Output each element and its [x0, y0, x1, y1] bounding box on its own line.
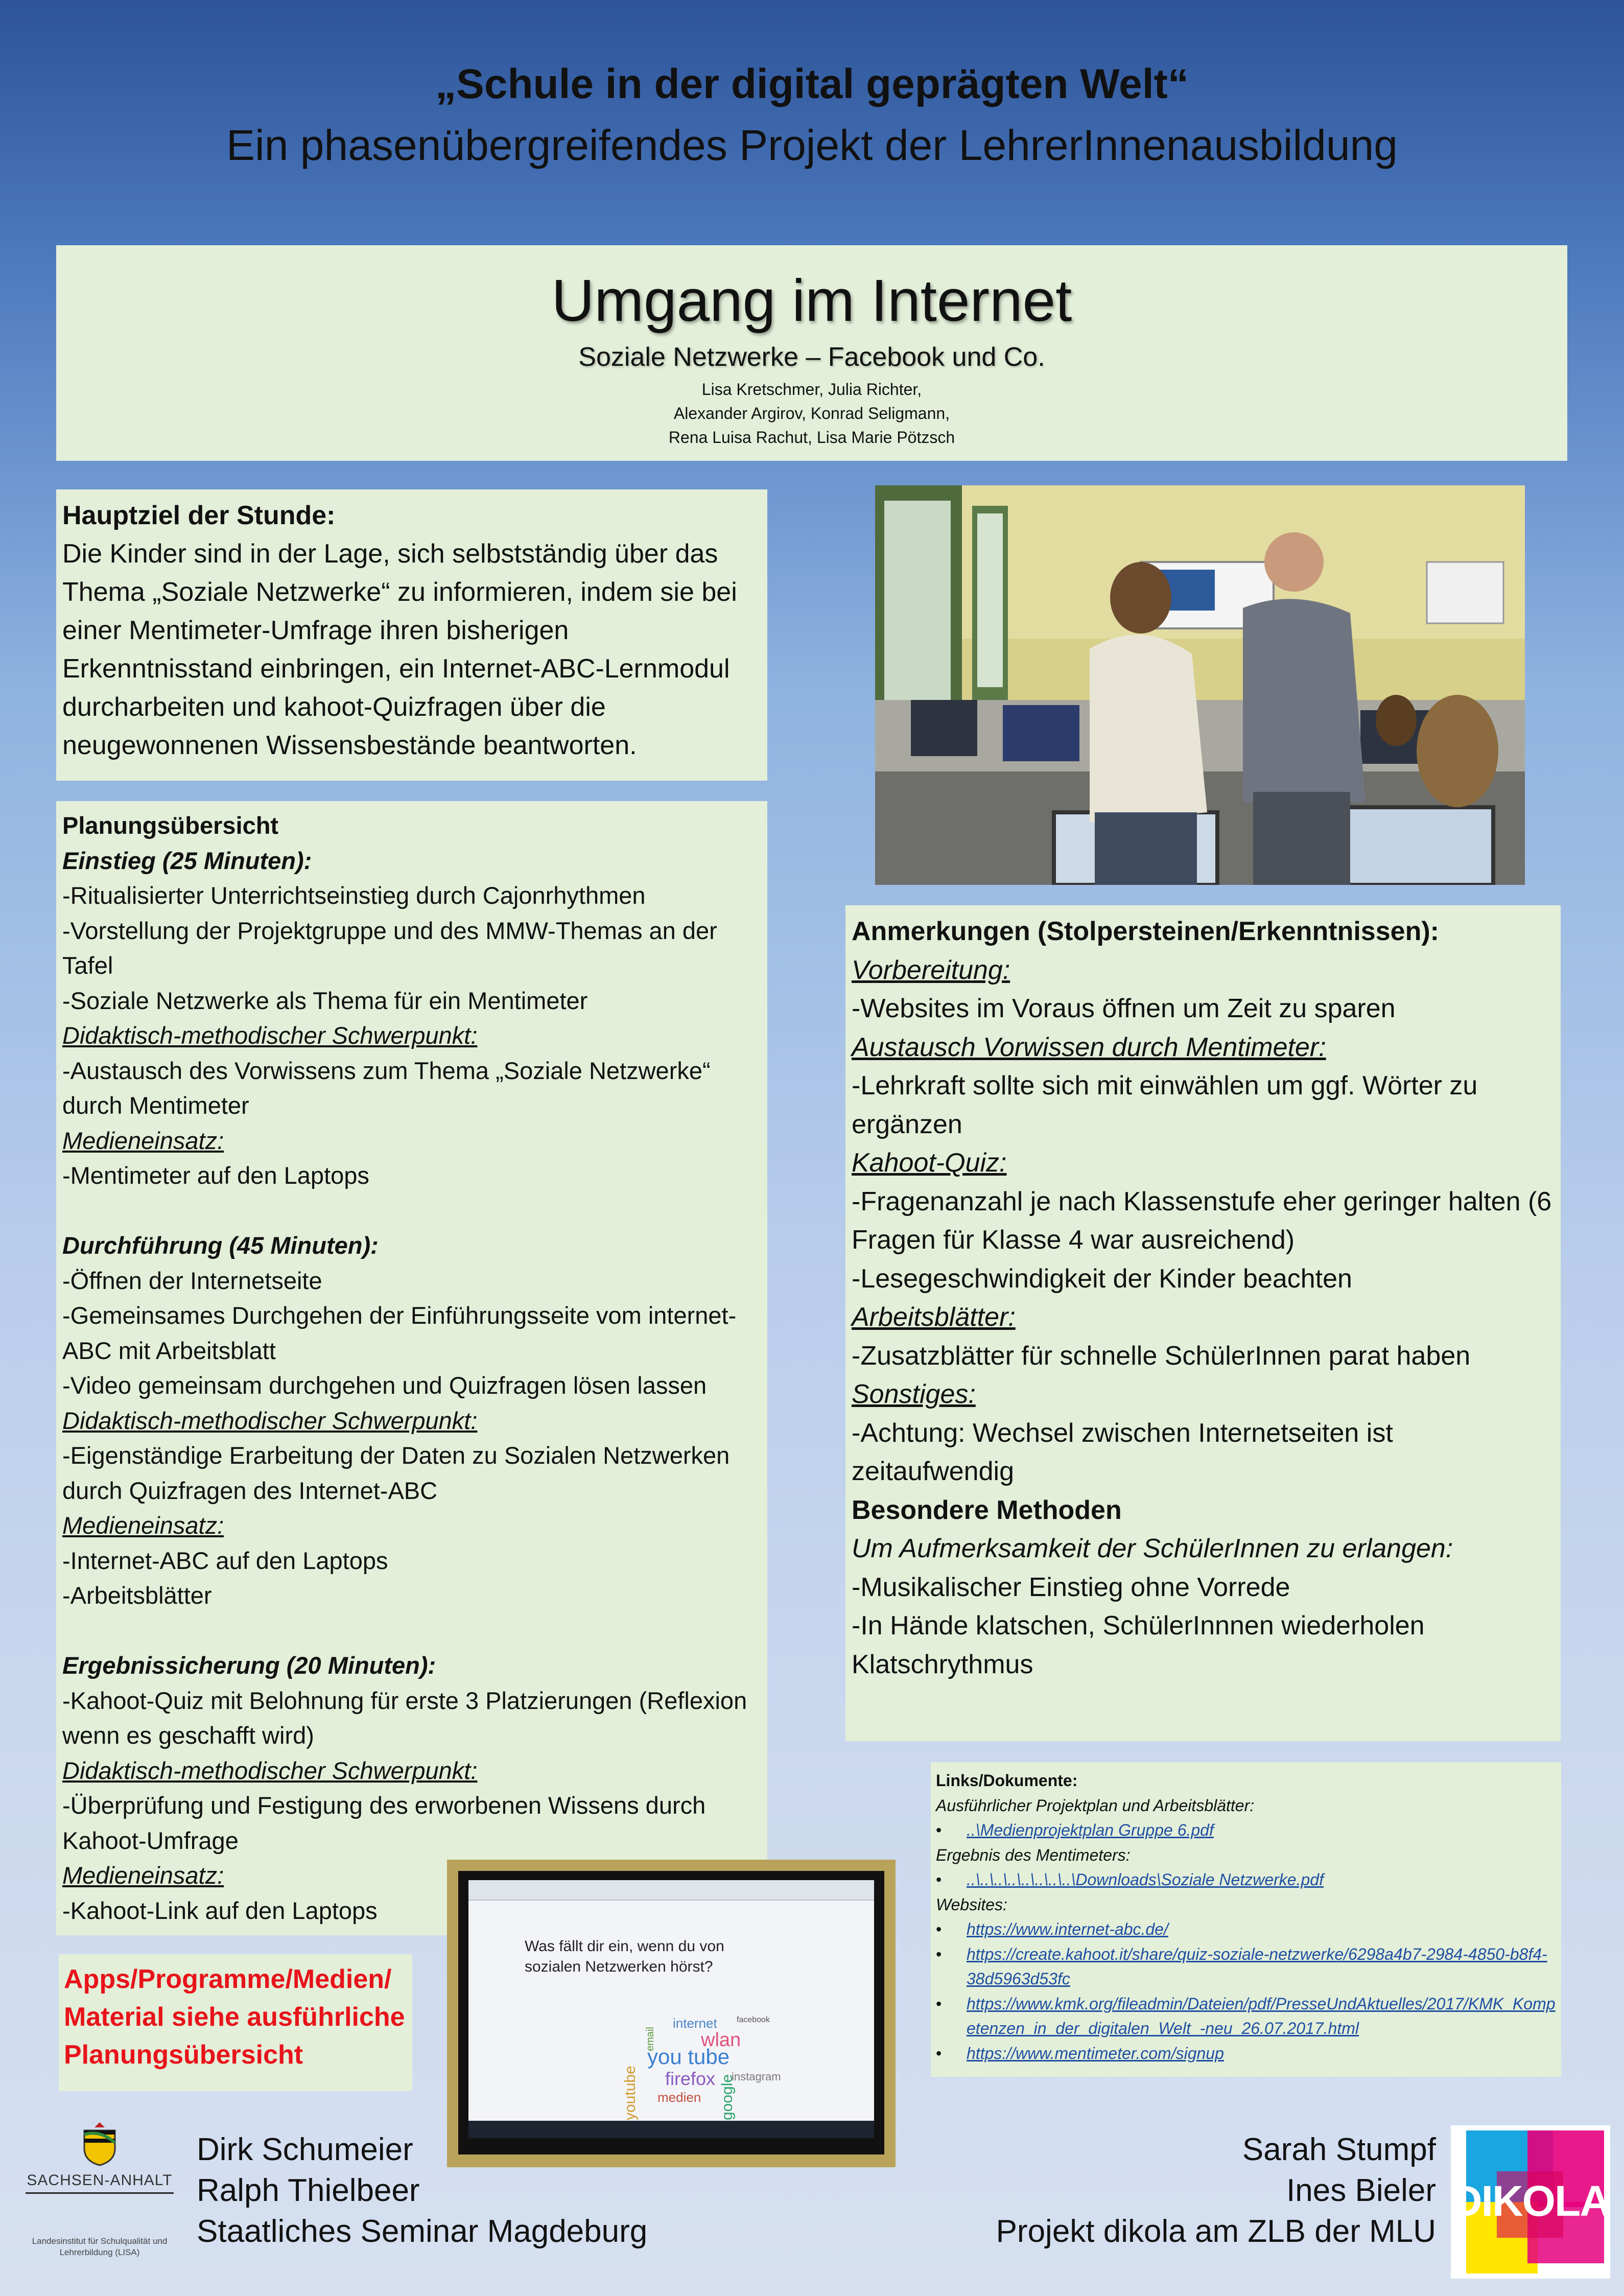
goal-box: [56, 489, 767, 781]
plan-box: [56, 801, 767, 1935]
plan-item: -Überprüfung und Festigung des erworbenen Wissens durch Kahoot-Umfrage: [62, 1792, 706, 1854]
author-line: Alexander Argirov, Konrad Seligmann,: [673, 404, 950, 423]
poster-header-subtitle: Ein phasenübergreifendes Projekt der LehrerInnenausbildung: [226, 121, 1398, 169]
plan-link[interactable]: ..\Medienprojektplan Gruppe 6.pdf: [967, 1821, 1214, 1839]
notes-box: [845, 905, 1561, 1741]
plan-item: -Austausch des Vorwissens zum Thema „Soziale Netzwerke“ durch Mentimeter: [62, 1057, 711, 1119]
links-heading: Links/Dokumente:: [936, 1771, 1078, 1790]
notes-item: -In Hände klatschen, SchülerInnnen wiederholen Klatschrythmus: [852, 1611, 1425, 1679]
didaktik-label: Didaktisch-methodischer Schwerpunkt:: [62, 1756, 478, 1784]
notes-item: -Zusatzblätter für schnelle SchülerInnen parat haben: [852, 1341, 1471, 1371]
footer-name: Ines Bieler: [1286, 2173, 1436, 2208]
links-label: Ausführlicher Projektplan und Arbeitsblätter:: [936, 1796, 1255, 1815]
medien-label: Medieneinsatz:: [62, 1862, 224, 1889]
word-cloud-word: google: [719, 2074, 736, 2120]
didaktik-label: Didaktisch-methodischer Schwerpunkt:: [62, 1407, 478, 1434]
einstieg-heading: Einstieg (25 Minuten):: [62, 847, 312, 874]
didaktik-label: Didaktisch-methodischer Schwerpunkt:: [62, 1022, 478, 1049]
word-cloud-word: email: [645, 2027, 656, 2051]
title-box: [56, 245, 1567, 461]
apps-box: [59, 1954, 412, 2091]
plan-item: -Mentimeter auf den Laptops: [62, 1162, 369, 1189]
word-cloud-word: youtube: [622, 2066, 639, 2120]
medien-label: Medieneinsatz:: [62, 1127, 224, 1154]
notes-item: -Websites im Voraus öffnen um Zeit zu sparen: [852, 994, 1396, 1023]
notes-item: -Lehrkraft sollte sich mit einwählen um ggf. Wörter zu ergänzen: [852, 1071, 1478, 1139]
monitor-frame: [458, 1871, 884, 2154]
apps-note: Apps/Programme/Medien/ Material siehe ausführliche Planungsübersicht: [64, 1964, 405, 2070]
monitor-screen: [468, 1880, 874, 2138]
plan-item: -Kahoot-Quiz mit Belohnung für erste 3 Platzierungen (Reflexion wenn es geschafft wird): [62, 1686, 747, 1749]
mentimeter-screen-photo: [447, 1860, 896, 2167]
footer-name: Dirk Schumeier: [197, 2132, 413, 2167]
footer-name: Sarah Stumpf: [1242, 2132, 1436, 2167]
mentimeter-result-link[interactable]: ..\..\..\..\..\..\..\..\Downloads\Soziale Netzwerke.pdf: [967, 1870, 1324, 1889]
browser-toolbar: [468, 1880, 874, 1901]
footer-name: Projekt dikola am ZLB der MLU: [996, 2214, 1436, 2249]
plan-item: -Ritualisierter Unterrichtseinstieg durch Cajonrhythmen: [62, 882, 646, 909]
notes-item: -Fragenanzahl je nach Klassenstufe eher geringer halten (6 Fragen für Klasse 4 war ausreichend): [852, 1186, 1552, 1255]
website-link[interactable]: https://www.internet-abc.de/: [967, 1920, 1168, 1938]
page-title: Umgang im Internet: [551, 267, 1072, 334]
notes-label: Kahoot-Quiz:: [852, 1148, 1007, 1178]
sa-logo-sub: Landesinstitut für Schulqualität und Lehrerbildung (LISA): [32, 2236, 168, 2257]
word-cloud-word: internet: [673, 2016, 717, 2031]
footer-right-names: [996, 2129, 1436, 2252]
footer-name: Staatliches Seminar Magdeburg: [197, 2214, 648, 2249]
plan-item: -Gemeinsames Durchgehen der Einführungsseite vom internet-ABC mit Arbeitsblatt: [62, 1302, 737, 1364]
website-link[interactable]: https://www.mentimeter.com/signup: [967, 2044, 1224, 2063]
footer-left-names: [197, 2129, 647, 2252]
classroom-photo-illustration: [875, 485, 1525, 885]
notes-label: Austausch Vorwissen durch Mentimeter:: [852, 1032, 1326, 1062]
author-line: Rena Luisa Rachut, Lisa Marie Pötzsch: [668, 428, 955, 447]
footer-name: Ralph Thielbeer: [197, 2173, 420, 2208]
plan-item: -Video gemeinsam durchgehen und Quizfragen lösen lassen: [62, 1372, 707, 1399]
methods-heading: Besondere Methoden: [852, 1495, 1122, 1525]
notes-item: -Musikalischer Einstieg ohne Vorrede: [852, 1572, 1290, 1602]
methods-intro: Um Aufmerksamkeit der SchülerInnen zu erlangen:: [852, 1534, 1453, 1563]
website-link[interactable]: https://create.kahoot.it/share/quiz-soziale-netzwerke/6298a4b7-2984-4850-b8f4-38d5963d53fc: [967, 1944, 1547, 1988]
sa-logo-text: SACHSEN-ANHALT: [27, 2172, 173, 2189]
plan-item: -Internet-ABC auf den Laptops: [62, 1547, 388, 1574]
screen-question: Was fällt dir ein, wenn du von sozialen Netzwerken hörst?: [525, 1938, 724, 1975]
plan-item: -Arbeitsblätter: [62, 1582, 212, 1609]
links-label: Ergebnis des Mentimeters:: [936, 1845, 1131, 1864]
coat-of-arms-icon: [79, 2120, 120, 2166]
word-cloud-word: you tube: [647, 2045, 730, 2069]
plan-item: -Kahoot-Link auf den Laptops: [62, 1896, 378, 1924]
notes-label: Vorbereitung:: [852, 955, 1010, 985]
dikola-logo-text: DIKOLA: [1451, 2177, 1610, 2225]
plan-heading: Planungsübersicht: [62, 812, 279, 839]
word-cloud-word: wlan: [701, 2029, 741, 2051]
links-label: Websites:: [936, 1895, 1007, 1914]
author-line: Lisa Kretschmer, Julia Richter,: [701, 380, 922, 399]
notes-label: Sonstiges:: [852, 1379, 976, 1409]
notes-item: -Lesegeschwindigkeit der Kinder beachten: [852, 1263, 1352, 1294]
plan-item: -Eigenständige Erarbeitung der Daten zu Sozialen Netzwerken durch Quizfragen des Internet-ABC: [62, 1442, 730, 1504]
authors: [56, 378, 1567, 450]
page-subtitle: Soziale Netzwerke – Facebook und Co.: [578, 342, 1045, 372]
notes-label: Arbeitsblätter:: [852, 1302, 1016, 1332]
goal-heading: Hauptziel der Stunde:: [62, 501, 336, 530]
plan-item: -Vorstellung der Projektgruppe und des MMW-Themas an der Tafel: [62, 917, 717, 979]
website-link[interactable]: https://www.kmk.org/fileadmin/Dateien/pdf/PresseUndAktuelles/2017/KMK_Kompetenzen_in_der_digitalen_Welt_-neu_26.07.2017.html: [967, 1994, 1556, 2037]
classroom-photo: [875, 485, 1525, 885]
word-cloud-word: facebook: [737, 2016, 770, 2024]
ergebnis-heading: Ergebnissicherung (20 Minuten):: [62, 1652, 436, 1679]
goal-text: Die Kinder sind in der Lage, sich selbstständig über das Thema „Soziale Netzwerke“ zu informieren, indem sie bei einer Mentimeter-Umfrage ihren bisherigen Erkenntnisstand einbringen, ein Internet-ABC-Lernmodul durcharbeiten und kahoot-Quizfragen über die neugewonnenen Wissensbestände beantworten.: [62, 539, 737, 760]
links-box: [931, 1762, 1561, 2077]
word-cloud-word: medien: [657, 2090, 701, 2105]
sachsen-anhalt-logo: [20, 2120, 179, 2274]
poster-header-title: „Schule in der digital geprägten Welt“: [435, 61, 1189, 107]
plan-item: -Öffnen der Internetseite: [62, 1267, 322, 1294]
medien-label: Medieneinsatz:: [62, 1512, 224, 1539]
durchfuehrung-heading: Durchführung (45 Minuten):: [62, 1232, 379, 1259]
notes-heading: Anmerkungen (Stolpersteinen/Erkenntnissen):: [852, 917, 1439, 946]
word-cloud-word: firefox: [665, 2068, 716, 2089]
dikola-logo: [1451, 2125, 1610, 2279]
notes-item: -Achtung: Wechsel zwischen Internetseiten ist zeitaufwendig: [852, 1418, 1393, 1486]
plan-item: -Soziale Netzwerke als Thema für ein Mentimeter: [62, 987, 588, 1014]
word-cloud-word: instagram: [732, 2070, 781, 2083]
